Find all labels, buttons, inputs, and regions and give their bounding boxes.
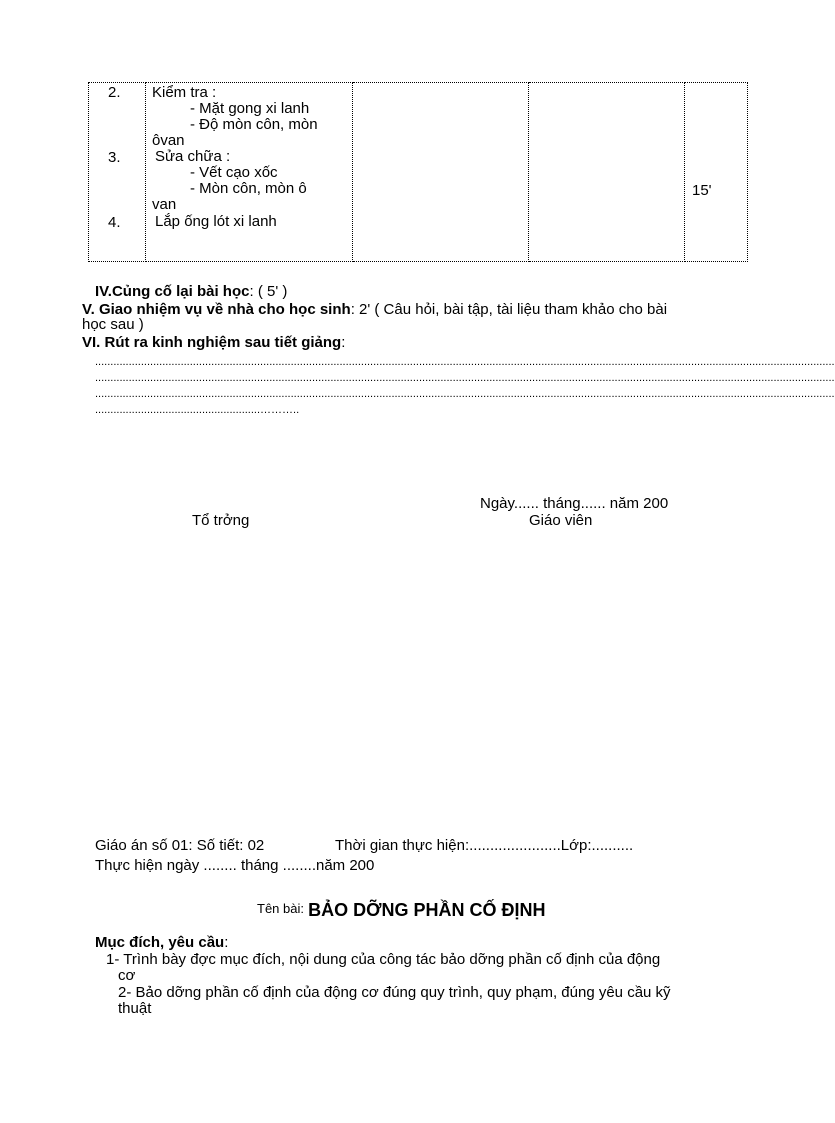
purpose-item-2: 2- Bảo dỡng phần cố định của động cơ đúng quy trình, quy phạm, đúng yêu cầu kỹ [118, 984, 671, 1001]
purpose-label: Mục đích, yêu cầu [95, 934, 225, 951]
signature-right-title: Giáo viên [529, 512, 593, 529]
signature-left-title: Tổ trởng [192, 512, 250, 529]
lesson-title: BẢO DỠNG PHẦN CỐ ĐỊNH [308, 900, 546, 920]
purpose-heading [95, 934, 228, 951]
section-5 [82, 301, 667, 318]
lesson-title-label: Tên bài: [257, 901, 304, 916]
time-cell [685, 83, 748, 262]
step-number: 2. [108, 84, 121, 101]
time-value: 15' [692, 182, 712, 199]
lesson-schedule: Thời gian thực hiện:......................Lớp:.......... [335, 837, 634, 854]
content-line: Sửa chữa : [155, 148, 231, 165]
dotted-line: ......................................................……….. [95, 404, 300, 416]
content-line: Lắp ống lót xi lanh [155, 213, 277, 230]
content-line: - Mặt gong xi lanh [190, 100, 310, 117]
empty-cell [353, 83, 529, 262]
purpose-item-1: 1- Trình bày đợc mục đích, nội dung của công tác bảo dỡng phần cố định của động [106, 951, 661, 968]
content-line: - Độ mòn côn, mòn [190, 116, 318, 133]
content-line: Kiểm tra : [152, 84, 217, 101]
section-5-value: : 2' ( Câu hỏi, bài tập, tài liệu tham khảo cho bài [350, 301, 668, 318]
dotted-line: .................................................................................................................................................................................................................................................. [95, 372, 835, 384]
content-line: ôvan [152, 132, 185, 149]
section-6-label: VI. Rút ra kinh nghiệm sau tiết giảng [82, 334, 342, 351]
lesson-date: Thực hiện ngày ........ tháng ........năm 200 [95, 857, 375, 874]
section-6 [82, 334, 345, 351]
procedure-table [88, 82, 748, 262]
step-number: 4. [108, 214, 121, 231]
lesson-number: Giáo án số 01: Số tiết: 02 [95, 837, 265, 854]
section-4-value: : ( 5' ) [249, 283, 288, 300]
lesson-title-line [257, 900, 546, 921]
content-line: - Vết cạo xốc [190, 164, 278, 181]
purpose-colon: : [224, 934, 229, 951]
purpose-item-2-cont: thuật [118, 1000, 152, 1017]
section-5-label: V. Giao nhiệm vụ về nhà cho học sinh [82, 301, 351, 318]
section-5-cont: học sau ) [82, 316, 144, 333]
content-line: van [152, 196, 177, 213]
section-6-value: : [341, 334, 346, 351]
dotted-line: .................................................................................................................................................................................................................................................. [95, 388, 835, 400]
content-cell [146, 83, 353, 262]
empty-cell [529, 83, 685, 262]
purpose-item-1-cont: cơ [118, 967, 136, 984]
step-number: 3. [108, 149, 121, 166]
dotted-line: .................................................................................................................................................................................................................................................. [95, 356, 835, 368]
signature-date: Ngày...... tháng...... năm 200 [480, 495, 669, 512]
step-number-cell [89, 83, 146, 262]
content-line: - Mòn côn, mòn ô [190, 180, 307, 197]
section-4 [95, 283, 287, 300]
section-4-label: IV.Củng cố lại bài học [95, 283, 250, 300]
